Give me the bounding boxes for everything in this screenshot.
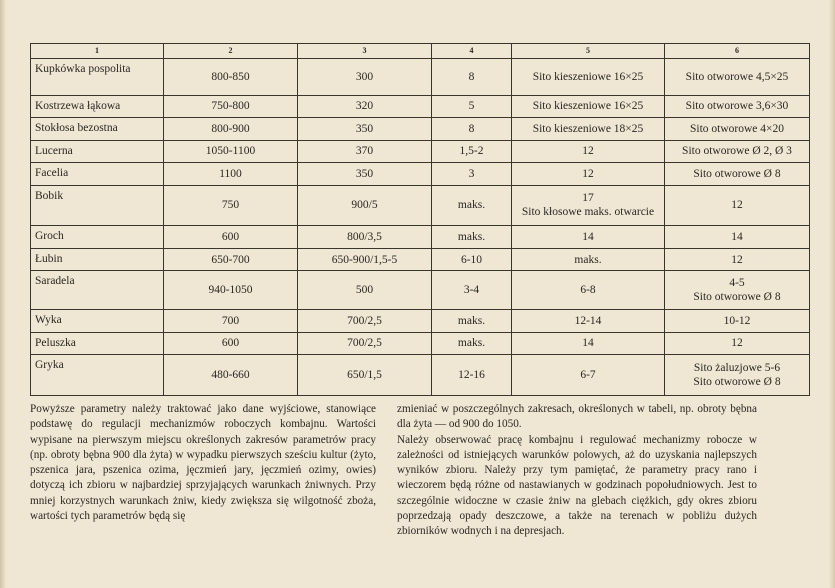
table-cell: 320 [298, 95, 432, 117]
table-cell: 750 [164, 185, 298, 226]
table-cell: 14 [512, 226, 665, 248]
table-cell: 800-900 [164, 118, 298, 140]
crop-name-cell: Saradela [31, 271, 164, 310]
table-cell: 10-12 [665, 310, 810, 332]
table-cell: Sito otworowe Ø 8 [665, 163, 810, 185]
table-cell: 8 [432, 118, 512, 140]
crop-name-cell: Kostrzewa łąkowa [31, 95, 164, 117]
crop-name-cell: Wyka [31, 310, 164, 332]
table-cell: 370 [298, 140, 432, 162]
column-header: 1 [31, 44, 164, 59]
crop-name-cell: Lucerna [31, 140, 164, 162]
table-body [31, 59, 810, 396]
table-row [31, 355, 810, 396]
table-row [31, 185, 810, 226]
table-header [31, 44, 810, 59]
crop-name-cell: Peluszka [31, 332, 164, 354]
text-column-left [30, 402, 376, 524]
page-edge-left [0, 0, 6, 588]
crop-name-cell: Bobik [31, 185, 164, 226]
table-row [31, 118, 810, 140]
table-cell: 650-700 [164, 248, 298, 270]
table-cell: 350 [298, 163, 432, 185]
column-header: 2 [164, 44, 298, 59]
table-cell: maks. [432, 310, 512, 332]
parameter-table [30, 43, 810, 396]
table-cell: Sito otworowe Ø 2, Ø 3 [665, 140, 810, 162]
table-cell: 3 [432, 163, 512, 185]
table-cell: 350 [298, 118, 432, 140]
table-cell: 14 [512, 332, 665, 354]
table-cell: 12 [665, 185, 810, 226]
table-cell: 700 [164, 310, 298, 332]
page-edge-right [829, 0, 835, 588]
table-cell: maks. [432, 226, 512, 248]
table-row [31, 95, 810, 117]
table-row [31, 59, 810, 96]
table-cell: 14 [665, 226, 810, 248]
table-cell: 800/3,5 [298, 226, 432, 248]
table-cell: 940-1050 [164, 271, 298, 310]
table-row [31, 163, 810, 185]
table-cell: maks. [512, 248, 665, 270]
table-row [31, 271, 810, 310]
table-cell: 500 [298, 271, 432, 310]
table-cell: 600 [164, 332, 298, 354]
table-cell: 700/2,5 [298, 332, 432, 354]
table-cell: 1100 [164, 163, 298, 185]
table-row [31, 332, 810, 354]
table-cell: 12 [512, 163, 665, 185]
table-cell: 6-7 [512, 355, 665, 396]
table-row [31, 248, 810, 270]
table-cell: 480-660 [164, 355, 298, 396]
table-cell: Sito kieszeniowe 16×25 [512, 95, 665, 117]
header-row [31, 44, 810, 59]
table-cell: 5 [432, 95, 512, 117]
table-cell: 900/5 [298, 185, 432, 226]
table-cell: 6-8 [512, 271, 665, 310]
crop-name-cell: Kupkówka pospolita [31, 59, 164, 96]
column-header: 5 [512, 44, 665, 59]
paragraph: zmieniać w poszczególnych zakresach, określonych w tabeli, np. obroty bębna dla żyta — od 900 do 1050. [397, 403, 757, 431]
table-cell: 1,5-2 [432, 140, 512, 162]
table-cell: 700/2,5 [298, 310, 432, 332]
table-row [31, 140, 810, 162]
table-cell: 1050-1100 [164, 140, 298, 162]
paragraph: Należy obserwować pracę kombajnu i regulować mechanizmy robocze w zależności od istniejących warunków polowych, aż do uzyskania najlepszych wyników zbioru. Należy przy tym pamiętać, że parametry pracy rano i wieczorem będą różne od nastawianych w godzinach popołudniowych. Jest to szczególnie widoczne w czasie żniw na glebach ciężkich, gdy okres zbioru poprzedzają opady deszczowe, a także na terenach w pobliżu dużych zbiorników wodnych i na depresjach. [397, 433, 757, 538]
table-cell: maks. [432, 332, 512, 354]
table-cell: 17 Sito kłosowe maks. otwarcie [512, 185, 665, 226]
crop-name-cell: Facelia [31, 163, 164, 185]
table-cell: Sito kieszeniowe 16×25 [512, 59, 665, 96]
table-cell: 650-900/1,5-5 [298, 248, 432, 270]
table-cell: 12 [512, 140, 665, 162]
table-cell: 6-10 [432, 248, 512, 270]
table-cell: 650/1,5 [298, 355, 432, 396]
table-cell: 12-14 [512, 310, 665, 332]
table-cell: Sito otworowe 4×20 [665, 118, 810, 140]
table-row [31, 226, 810, 248]
table-cell: 800-850 [164, 59, 298, 96]
crop-name-cell: Łubin [31, 248, 164, 270]
table-cell: 12 [665, 332, 810, 354]
column-header: 3 [298, 44, 432, 59]
table-cell: 3-4 [432, 271, 512, 310]
table-cell: Sito otworowe 4,5×25 [665, 59, 810, 96]
table-cell: maks. [432, 185, 512, 226]
table-cell: 12-16 [432, 355, 512, 396]
table-cell: Sito żaluzjowe 5-6 Sito otworowe Ø 8 [665, 355, 810, 396]
table-row [31, 310, 810, 332]
table-cell: 300 [298, 59, 432, 96]
crop-name-cell: Gryka [31, 355, 164, 396]
column-header: 6 [665, 44, 810, 59]
column-header: 4 [432, 44, 512, 59]
table-cell: 4-5 Sito otworowe Ø 8 [665, 271, 810, 310]
table-cell: 12 [665, 248, 810, 270]
crop-name-cell: Stokłosa bezostna [31, 118, 164, 140]
paragraph: Powyższe parametry należy traktować jako dane wyjściowe, stanowiące podstawę do regulacji mechanizmów roboczych kombajnu. Wartości wypisane na pierwszym miejscu określonych zakresów parametrów pracy (np. obroty bębna 900 dla żyta) w wypadku pierwszych sześciu kultur (żyto, pszenica jara, pszenica ozima, jęczmień jary, jęczmień ozimy, owies) dotyczą ich zbioru w najbardziej sprzyjających warunkach żniwnych. Przy mniej korzystnych warunkach żniw, kiedy zwiększa się wilgotność zboża, wartości tych parametrów będą się [30, 403, 376, 523]
text-column-right [397, 402, 757, 540]
table-cell: 8 [432, 59, 512, 96]
table-cell: Sito otworowe 3,6×30 [665, 95, 810, 117]
table-cell: 750-800 [164, 95, 298, 117]
table-cell: Sito kieszeniowe 18×25 [512, 118, 665, 140]
table-cell: 600 [164, 226, 298, 248]
crop-name-cell: Groch [31, 226, 164, 248]
